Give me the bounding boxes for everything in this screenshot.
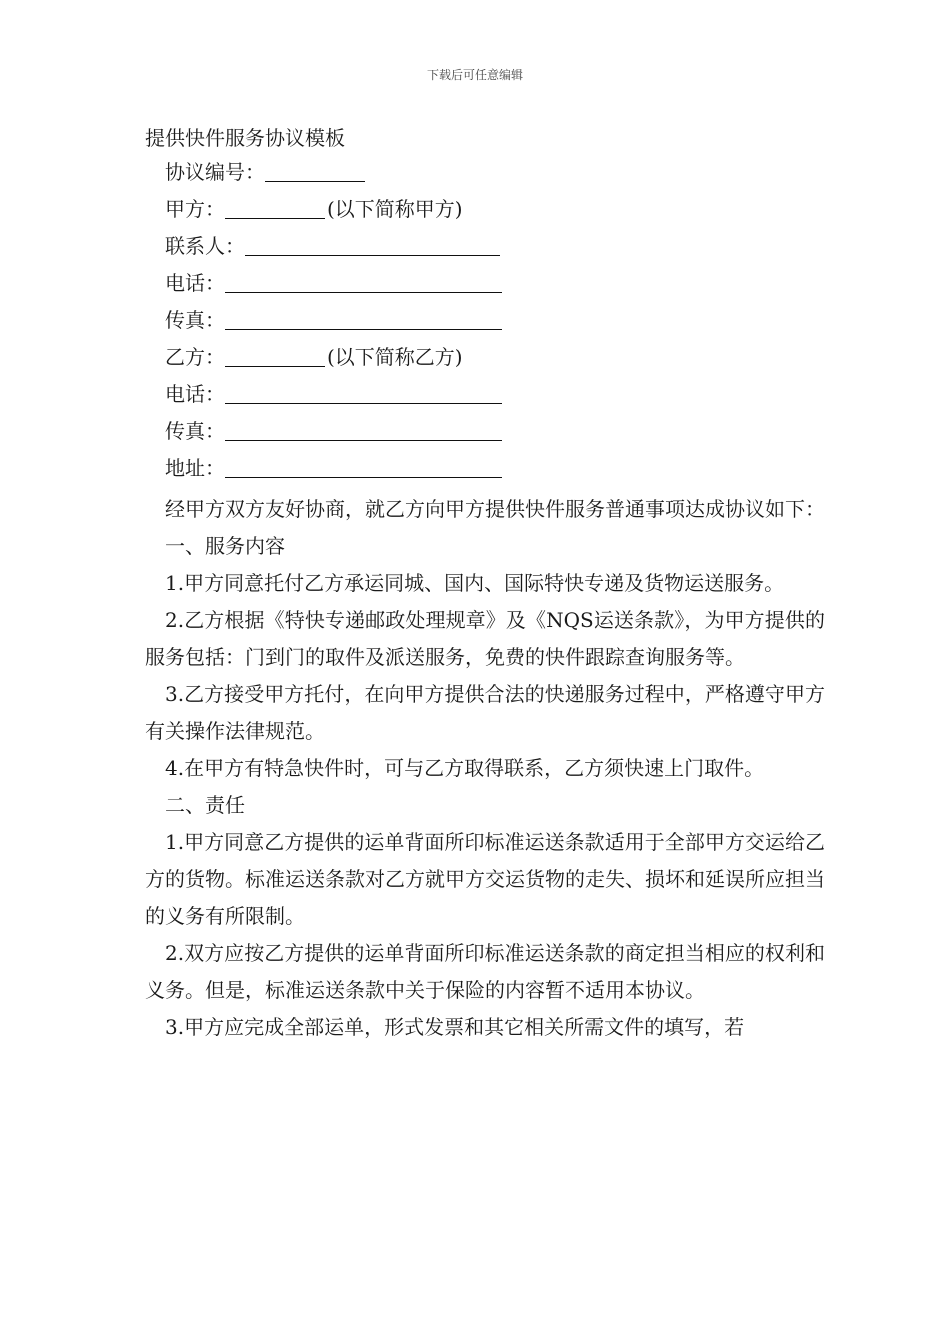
document-body <box>145 491 825 1046</box>
field-label: 传真： <box>165 419 225 443</box>
clause-paragraph: 1.甲方同意托付乙方承运同城、国内、国际特快专递及货物运送服务。 <box>165 571 785 595</box>
field-phone-b <box>165 380 502 408</box>
clause-paragraph: 3.甲方应完成全部运单，形式发票和其它相关所需文件的填写，若 <box>165 1015 745 1039</box>
blank-line <box>225 381 502 404</box>
blank-line <box>245 233 500 256</box>
field-label: 乙方： <box>165 345 225 369</box>
clause-paragraph: 2.乙方根据《特快专递邮政处理规章》及《NQS运送条款》，为甲方提供的服务包括：门到门的取件及派送服务，免费的快件跟踪查询服务等。 <box>145 608 825 669</box>
field-label: 地址： <box>165 456 225 480</box>
field-address <box>165 454 502 482</box>
clause-paragraph: 2.双方应按乙方提供的运单背面所印标准运送条款的商定担当相应的权利和义务。但是，标准运送条款中关于保险的内容暂不适用本协议。 <box>145 941 825 1002</box>
intro-paragraph: 经甲方双方友好协商，就乙方向甲方提供快件服务普通事项达成协议如下： <box>165 497 825 521</box>
field-label: 甲方： <box>165 197 225 221</box>
field-suffix: (以下简称乙方) <box>327 345 463 369</box>
header-watermark: 下载后可任意编辑 <box>426 68 523 82</box>
field-contact <box>165 232 500 260</box>
blank-line <box>225 455 502 478</box>
field-label: 协议编号： <box>165 160 265 184</box>
field-party-b <box>165 343 463 371</box>
blank-line <box>225 344 325 367</box>
clause-paragraph: 3.乙方接受甲方托付，在向甲方提供合法的快递服务过程中，严格遵守甲方有关操作法律规范。 <box>145 682 825 743</box>
blank-line <box>225 418 502 441</box>
field-fax-b <box>165 417 502 445</box>
section-heading: 一、服务内容 <box>165 534 285 558</box>
document-title: 提供快件服务协议模板 <box>145 126 345 150</box>
blank-line <box>265 159 365 182</box>
field-agreement-number <box>165 158 365 186</box>
field-fax-a <box>165 306 502 334</box>
clause-paragraph: 4.在甲方有特急快件时，可与乙方取得联系，乙方须快速上门取件。 <box>165 756 765 780</box>
blank-line <box>225 270 502 293</box>
blank-line <box>225 196 325 219</box>
clause-paragraph: 1.甲方同意乙方提供的运单背面所印标准运送条款适用于全部甲方交运给乙方的货物。标准运送条款对乙方就甲方交运货物的走失、损坏和延误所应担当的义务有所限制。 <box>145 830 825 928</box>
field-label: 传真： <box>165 308 225 332</box>
field-label: 电话： <box>165 271 225 295</box>
field-label: 电话： <box>165 382 225 406</box>
blank-line <box>225 307 502 330</box>
section-heading: 二、责任 <box>165 793 245 817</box>
field-suffix: (以下简称甲方) <box>327 197 463 221</box>
field-party-a <box>165 195 463 223</box>
field-phone-a <box>165 269 502 297</box>
field-label: 联系人： <box>165 234 245 258</box>
